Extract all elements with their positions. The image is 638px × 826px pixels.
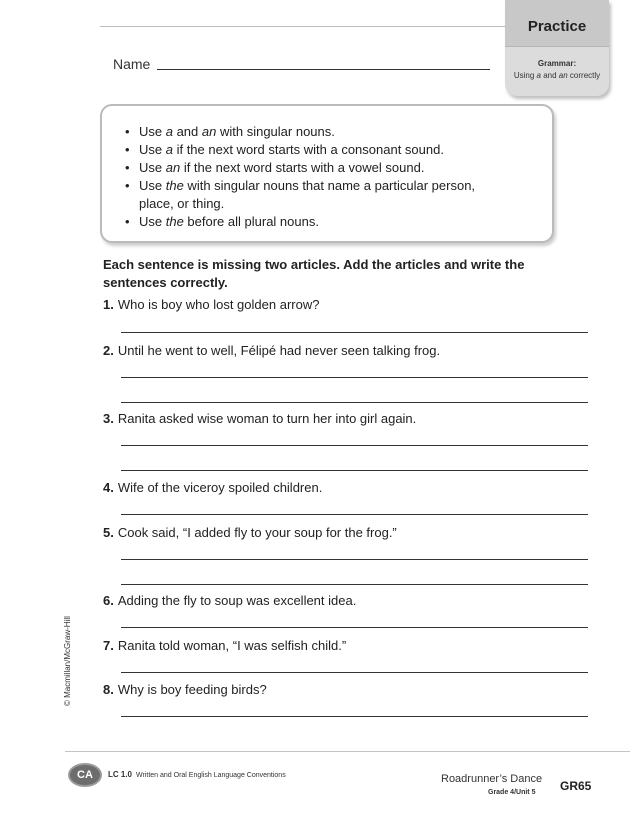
rule-item (123, 177, 475, 195)
answer-line[interactable] (121, 402, 588, 403)
question-text: Adding the fly to soup was excellent idea. (117, 593, 357, 608)
question-number: 5. (103, 525, 114, 540)
rule-text: with singular nouns. (216, 124, 335, 139)
footer-rule (65, 751, 630, 752)
grammar-label: Grammar: (537, 59, 577, 68)
question-1 (103, 297, 319, 312)
answer-line[interactable] (121, 514, 588, 515)
answer-line[interactable] (121, 584, 588, 585)
rule-item (123, 123, 475, 141)
question-number: 8. (103, 682, 114, 697)
question-4 (103, 480, 322, 495)
rules-list (123, 123, 475, 231)
question-number: 4. (103, 480, 114, 495)
rule-item (123, 195, 475, 213)
rule-text: Use (139, 124, 166, 139)
question-8 (103, 682, 267, 697)
question-number: 2. (103, 343, 114, 358)
question-3 (103, 411, 416, 426)
answer-line[interactable] (121, 332, 588, 333)
question-number: 3. (103, 411, 114, 426)
grammar-topic-text: Using a and an correctly (513, 71, 601, 80)
grammar-rules-box (100, 104, 554, 243)
question-2 (103, 343, 440, 358)
rule-item (123, 141, 475, 159)
rule-text: the (165, 178, 184, 193)
rule-text: Use (139, 178, 166, 193)
answer-line[interactable] (121, 377, 588, 378)
rule-text: Use (139, 142, 166, 157)
page-number: GR65 (560, 779, 592, 793)
rule-text: Use (139, 160, 166, 175)
answer-line[interactable] (121, 470, 588, 471)
standard-code: LC 1.0 (108, 770, 133, 779)
rule-text: an (165, 160, 181, 175)
rule-text: place, or thing. (139, 196, 225, 211)
question-7 (103, 638, 346, 653)
rule-text: if the next word starts with a vowel sound. (180, 160, 425, 175)
standard-ref (108, 770, 286, 779)
question-text: Until he went to well, Félipé had never seen talking frog. (117, 343, 441, 358)
answer-line[interactable] (121, 716, 588, 717)
rule-text: the (165, 214, 184, 229)
grammar-topic (505, 71, 609, 80)
rule-text: a (165, 124, 173, 139)
rule-text: before all plural nouns. (183, 214, 319, 229)
name-label: Name (113, 56, 151, 72)
rule-text: Use (139, 214, 166, 229)
question-text: Ranita asked wise woman to turn her into girl again. (117, 411, 417, 426)
rule-item (123, 213, 475, 231)
question-text: Why is boy feeding birds? (117, 682, 267, 697)
question-text: Who is boy who lost golden arrow? (117, 297, 320, 312)
question-6 (103, 593, 356, 608)
practice-tab (505, 0, 609, 96)
answer-line[interactable] (121, 445, 588, 446)
answer-line[interactable] (121, 559, 588, 560)
rule-text: with singular nouns that name a particular person, (183, 178, 476, 193)
copyright-notice: © Macmillan/McGraw-Hill (63, 616, 72, 706)
name-field-line[interactable] (157, 69, 490, 70)
top-rule (100, 26, 505, 27)
answer-line[interactable] (121, 672, 588, 673)
question-number: 1. (103, 297, 114, 312)
book-title: Roadrunner’s Dance (441, 773, 543, 785)
instructions: Each sentence is missing two articles. Add the articles and write the sentences correctly. (103, 257, 525, 290)
question-text: Ranita told woman, “I was selfish child.” (117, 638, 347, 653)
grade-unit: Grade 4/Unit 5 (488, 789, 536, 796)
practice-title: Practice (527, 18, 587, 35)
rule-item (123, 159, 475, 177)
rule-text: and (172, 124, 202, 139)
question-number: 7. (103, 638, 114, 653)
question-5 (103, 525, 397, 540)
rule-text: an (201, 124, 217, 139)
question-text: Wife of the viceroy spoiled children. (117, 480, 323, 495)
standard-text: Written and Oral English Language Conventions (136, 772, 286, 779)
question-number: 6. (103, 593, 114, 608)
rule-text: if the next word starts with a consonant sound. (172, 142, 444, 157)
ca-logo: CA (68, 763, 102, 787)
rule-text: a (165, 142, 173, 157)
question-text: Cook said, “I added fly to your soup for the frog.” (117, 525, 397, 540)
answer-line[interactable] (121, 627, 588, 628)
